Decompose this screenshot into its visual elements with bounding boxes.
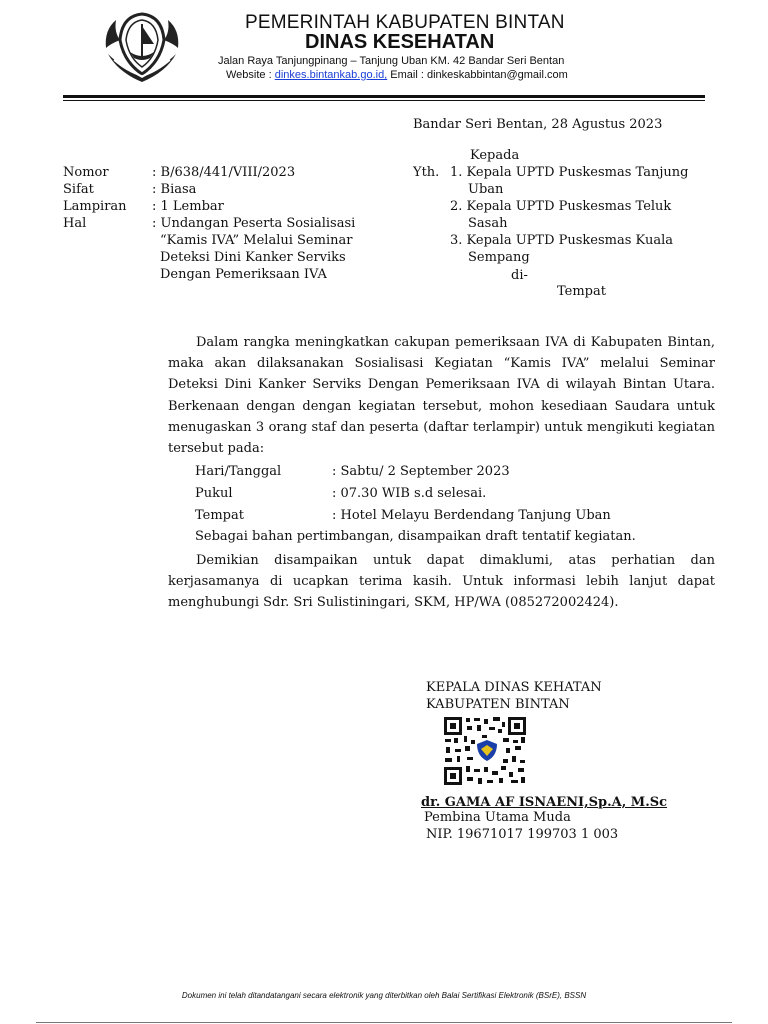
meta-label-hal: Hal [63, 216, 87, 231]
email-address: dinkeskabbintan@gmail.com [426, 69, 568, 81]
meta-label-lampiran: Lampiran [63, 199, 127, 214]
meta-value-nomor: : B/638/441/VIII/2023 [152, 165, 296, 180]
letterhead-divider-thin [63, 100, 705, 101]
signatory-title-2: KABUPATEN BINTAN [426, 697, 570, 712]
di-label: di- [511, 268, 528, 283]
subject-line-3: Deteksi Dini Kanker Serviks [160, 250, 346, 265]
office-address: Jalan Raya Tanjungpinang – Tanjung Uban KM. 42 Bandar Seri Bentan [218, 55, 565, 67]
detail-value-venue: : Hotel Melayu Berdendang Tanjung Uban [332, 508, 611, 523]
recipient-2: 2. Kepala UPTD Puskesmas Teluk [450, 199, 672, 214]
recipient-2-cont: Sasah [468, 216, 508, 231]
recipient-3-cont: Sempang [468, 250, 530, 265]
signatory-title-1: KEPALA DINAS KEHATAN [426, 680, 602, 695]
electronic-signature-note: Dokumen ini telah ditandatangani secara elektronik yang diterbitkan oleh Balai Sertifikasi Elektronik (BSrE), BSSN [181, 991, 587, 1000]
meta-label-nomor: Nomor [63, 165, 109, 180]
contact-line [226, 69, 568, 81]
signatory-nip: NIP. 19671017 199703 1 003 [426, 827, 619, 842]
detail-value-time: : 07.30 WIB s.d selesai. [332, 486, 487, 501]
signatory-name: dr. GAMA AF ISNAENI,Sp.A, M.Sc [421, 795, 668, 810]
department-name: DINAS KESEHATAN [305, 31, 495, 53]
tempat-label: Tempat [557, 284, 606, 299]
detail-label-venue: Tempat [195, 508, 244, 523]
email-label: Email : [387, 69, 427, 81]
detail-label-date: Hari/Tanggal [195, 464, 282, 479]
website-label: Website : [226, 69, 275, 81]
kepada-label: Kepada [470, 148, 520, 163]
place-date: Bandar Seri Bentan, 28 Agustus 2023 [413, 117, 663, 132]
yth-label: Yth. [413, 165, 440, 180]
qr-code-icon [443, 716, 527, 786]
recipient-1: 1. Kepala UPTD Puskesmas Tanjung [450, 165, 689, 180]
website-link[interactable]: dinkes.bintankab.go.id, [274, 69, 388, 81]
meta-value-hal: : Undangan Peserta Sosialisasi [152, 216, 356, 231]
meta-value-lampiran: : 1 Lembar [152, 199, 224, 214]
recipient-3: 3. Kepala UPTD Puskesmas Kuala [450, 233, 674, 248]
body-paragraph-3: Demikian disampaikan untuk dapat dimaklumi, atas perhatian dan kerjasamanya di ucapkan terima kasih. Untuk informasi lebih lanjut dapat menghubungi Sdr. Sri Sulistiningari, SKM, HP/WA (085272002424). [168, 553, 715, 611]
meta-value-sifat: : Biasa [152, 182, 197, 197]
body-paragraph-2: Sebagai bahan pertimbangan, disampaikan draft tentatif kegiatan. [195, 529, 636, 544]
subject-line-2: “Kamis IVA” Melalui Seminar [160, 233, 353, 248]
signatory-rank: Pembina Utama Muda [424, 810, 571, 825]
page-bottom-divider [36, 1022, 732, 1023]
meta-label-sifat: Sifat [63, 182, 94, 197]
subject-line-4: Dengan Pemeriksaan IVA [160, 267, 327, 282]
regency-crest-icon [100, 10, 184, 84]
government-name: PEMERINTAH KABUPATEN BINTAN [245, 12, 565, 33]
body-paragraph-1: Dalam rangka meningkatkan cakupan pemeriksaan IVA di Kabupaten Bintan, maka akan dilaksanakan Sosialisasi Kegiatan “Kamis IVA” melalui Seminar Deteksi Dini Kanker Serviks Dengan Pemeriksaan IVA di wilayah Bintan Utara. Berkenaan dengan dengan kegiatan tersebut, mohon kesediaan Saudara untuk menugaskan 3 orang staf dan peserta (daftar terlampir) untuk mengikuti kegiatan tersebut pada: [168, 335, 715, 457]
detail-label-time: Pukul [195, 486, 233, 501]
recipient-1-cont: Uban [468, 182, 504, 197]
letterhead-divider-thick [63, 95, 705, 98]
detail-value-date: : Sabtu/ 2 September 2023 [332, 464, 510, 479]
